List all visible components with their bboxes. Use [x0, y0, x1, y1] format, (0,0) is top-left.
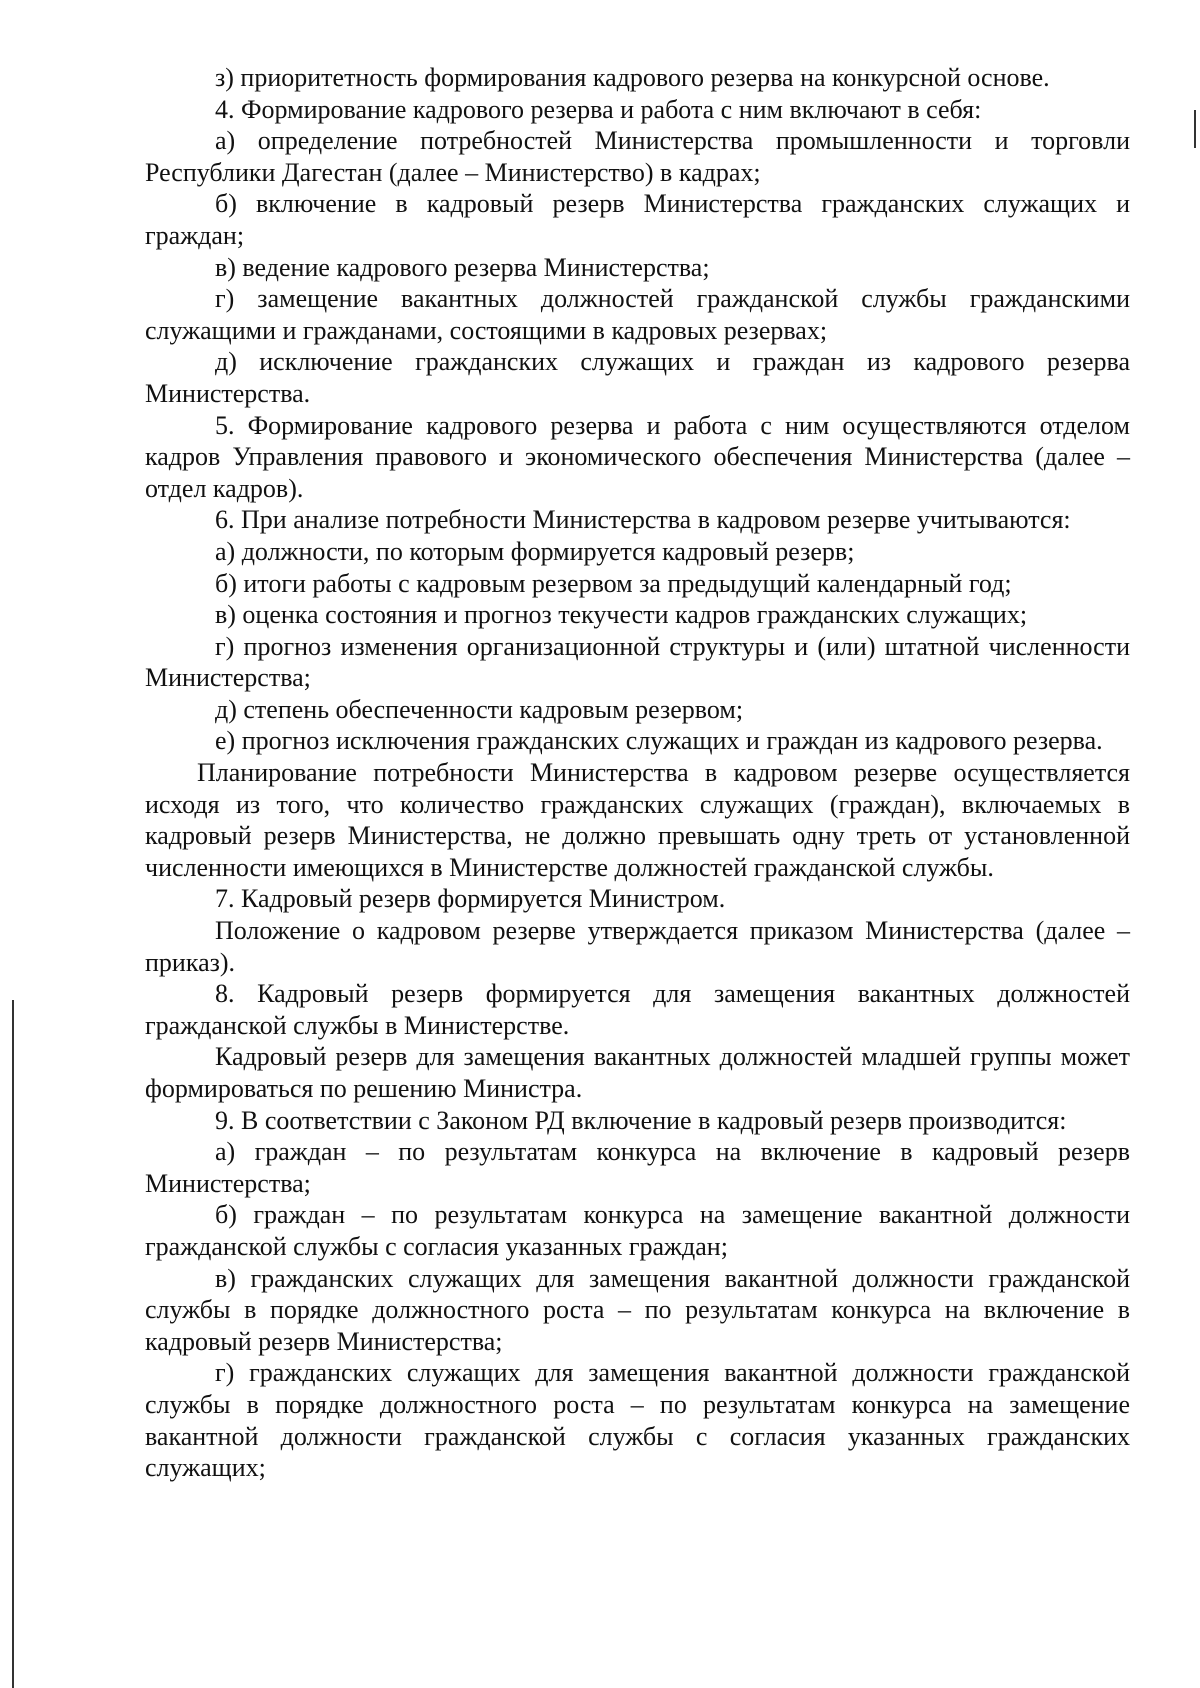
paragraph: 8. Кадровый резерв формируется для замещения вакантных должностей гражданской службы в Министерстве.: [145, 979, 1130, 1040]
paragraph: д) исключение гражданских служащих и граждан из кадрового резерва Министерства.: [145, 347, 1130, 408]
paragraph: в) ведение кадрового резерва Министерства;: [215, 252, 710, 282]
paragraph: Планирование потребности Министерства в кадровом резерве осуществляется исходя из того, что количество гражданских служащих (граждан), включаемых в кадровый резерв Министерства, не должно превышать одну треть от установленной численности имеющихся в Министерстве должностей гражданской службы.: [145, 758, 1130, 882]
paragraph: Положение о кадровом резерве утверждается приказом Министерства (далее – приказ).: [145, 916, 1130, 977]
paragraph: а) должности, по которым формируется кадровый резерв;: [215, 536, 855, 566]
paragraph: б) включение в кадровый резерв Министерства гражданских служащих и граждан;: [145, 189, 1130, 250]
paragraph: в) гражданских служащих для замещения вакантной должности гражданской службы в порядке должностного роста – по результатам конкурса на включение в кадровый резерв Министерства;: [145, 1263, 1130, 1356]
paragraph: е) прогноз исключения гражданских служащих и граждан из кадрового резерва.: [215, 726, 1103, 756]
paragraph: в) оценка состояния и прогноз текучести кадров гражданских служащих;: [215, 600, 1028, 630]
paragraph: а) определение потребностей Министерства промышленности и торговли Республики Дагестан (далее – Министерство) в кадрах;: [145, 126, 1130, 187]
paragraph: д) степень обеспеченности кадровым резервом;: [215, 694, 744, 724]
paragraph: з) приоритетность формирования кадрового резерва на конкурсной основе.: [215, 63, 1050, 92]
paragraph: г) замещение вакантных должностей гражданской службы гражданскими служащими и гражданами, состоящими в кадровых резервах;: [145, 284, 1130, 345]
paragraph: 7. Кадровый резерв формируется Министром.: [215, 884, 726, 914]
scan-edge-right: [1194, 110, 1196, 148]
paragraph: 6. При анализе потребности Министерства в кадровом резерве учитываются:: [215, 505, 1071, 535]
document-page: [145, 62, 1130, 1484]
paragraph: г) прогноз изменения организационной структуры и (или) штатной численности Министерства;: [145, 631, 1130, 693]
paragraph: 4. Формирование кадрового резерва и работа с ним включают в себя:: [215, 94, 982, 124]
paragraph: а) граждан – по результатам конкурса на включение в кадровый резерв Министерства;: [145, 1137, 1130, 1198]
paragraph: г) гражданских служащих для замещения вакантной должности гражданской службы в порядке должностного роста – по результатам конкурса на замещение вакантной должности гражданской службы с согласия указанных гражданских служащих;: [145, 1358, 1130, 1483]
paragraph: б) граждан – по результатам конкурса на замещение вакантной должности гражданской службы с согласия указанных граждан;: [145, 1200, 1130, 1261]
scan-edge-left: [12, 1000, 14, 1688]
paragraph: 5. Формирование кадрового резерва и работа с ним осуществляются отделом кадров Управления правового и экономического обеспечения Министерства (далее – отдел кадров).: [145, 410, 1130, 503]
paragraph: Кадровый резерв для замещения вакантных должностей младшей группы может формироваться по решению Министра.: [145, 1042, 1130, 1103]
paragraph: б) итоги работы с кадровым резервом за предыдущий календарный год;: [215, 568, 1012, 598]
paragraph: 9. В соответствии с Законом РД включение в кадровый резерв производится:: [215, 1105, 1067, 1135]
